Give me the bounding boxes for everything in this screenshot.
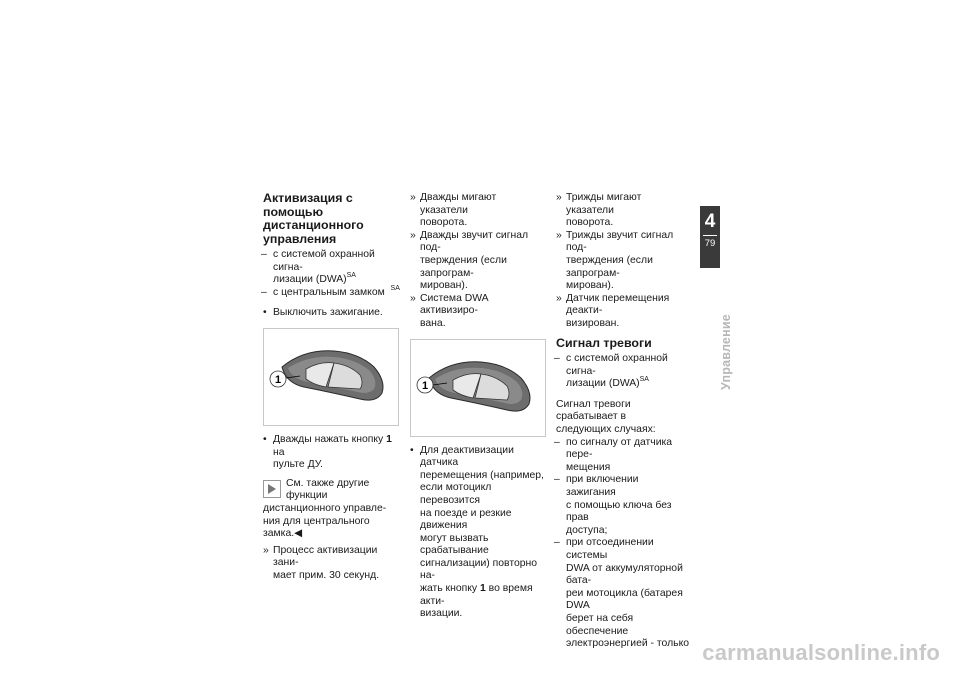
step-ignition-off: • Выключить зажигание. [263,307,383,319]
play-note-icon [263,480,281,498]
cross-reference-note: См. также другие функции дистанционного управле- ния для центрального замка.◀ [263,477,387,540]
result-marker: » [556,292,562,304]
dash-marker: – [261,249,267,260]
result-dwa-active: » Система DWA активизиро- вана. [410,292,489,329]
column-2 [410,192,545,621]
dash-marker: – [554,353,560,365]
result-signal-twice: » Дважды звучит сигнал под- тверждения (если запрограм- мирован). [410,229,529,292]
dash-marker: – [554,436,560,448]
page-number: 79 [704,238,716,249]
key-fob-illustration [264,329,398,425]
figure-callout-1: 1 [274,373,282,386]
dash-marker: – [554,537,560,549]
alarm-intro-paragraph: Сигнал тревоги срабатывает в следующих случаях: [556,398,656,435]
chapter-tab [700,206,720,268]
result-marker: » [263,544,269,556]
alarm-case-motion: – по сигналу от датчика пере- мещения [554,436,673,473]
condition-dwa: – с системой охранной сигна- лизации (DWA)$^{SA}$ [554,353,668,390]
result-marker: » [410,292,416,304]
end-arrow-icon: ◀ [294,528,303,540]
step-press-button: • Дважды нажать кнопку 1 на пульте ДУ. [263,433,392,471]
result-marker: » [556,192,562,203]
column-1 [263,192,403,583]
bullet-marker: • [263,307,267,319]
heading-alarm: Сигнал тревоги [556,335,652,350]
dash-marker: – [261,286,267,298]
result-indicators-three-times: » Трижды мигают указатели поворота. [556,192,642,229]
heading-remote-activation: Активизация с помощью дистанционного управления [263,191,364,246]
column-3 [556,192,691,651]
result-marker: » [556,229,562,241]
condition-central-lock: – с центральным замком $^{SA}$ [261,284,400,298]
chapter-number: 4 [704,211,716,232]
result-marker: » [410,192,416,203]
result-marker: » [410,229,416,241]
figure-callout-1: 1 [421,379,429,392]
alarm-case-disconnect: – при отсоединении системы DWA от аккумуляторной бата- реи мотоцикла (батарея DWA берет на себя обеспечение электроэнергией - только [554,537,690,650]
bullet-marker: • [263,433,267,445]
bullet-marker: • [410,444,414,456]
step-deactivate-sensor: • Для деактивизации датчика перемещения (например, если мотоцикл перевозится на поезде и резкие движения могут вызвать срабатывание сигнализации) повторно на- жать кнопку 1 во время акти- визации. [410,444,544,620]
key-fob-figure-2 [410,339,546,437]
result-indicators-twice: » Дважды мигают указатели поворота. [410,192,497,229]
result-sensor-deactivated: » Датчик перемещения деакти- визирован. [556,292,670,329]
section-title-vertical: Управление [719,314,733,390]
result-activation-time: » Процесс активизации зани- мает прим. 30 секунд. [263,544,380,581]
condition-dwa: – с системой охранной сигна- лизации (DWA)$^{SA}$ [261,249,375,286]
key-fob-illustration [411,340,545,436]
watermark: carmanualsonline.info [702,640,940,665]
key-fob-figure-1 [263,328,399,426]
alarm-case-ignition: – при включении зажигания с помощью ключа без прав доступа; [554,474,672,536]
tab-divider [703,235,717,236]
dash-marker: – [554,474,560,486]
result-signal-three-times: » Трижды звучит сигнал под- тверждения (если запрограм- мирован). [556,229,674,292]
